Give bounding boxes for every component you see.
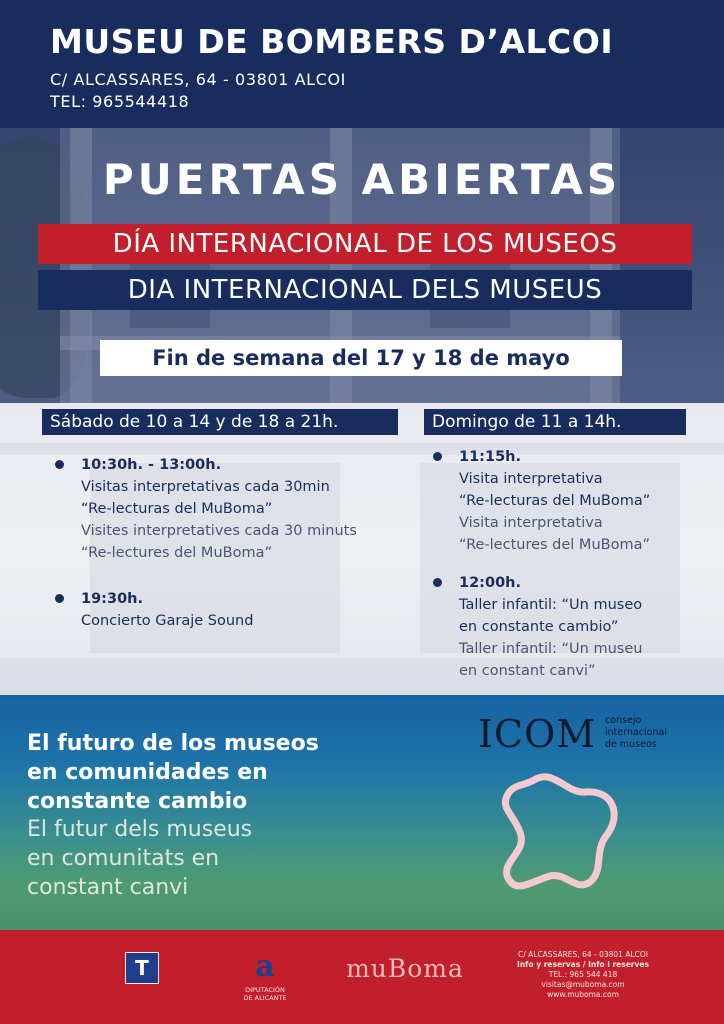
schedule-item-saturday-1 xyxy=(81,454,357,564)
bullet-dot-icon xyxy=(55,594,64,603)
claim-line: constante cambio xyxy=(27,789,248,814)
saturday-header: Sábado de 10 a 14 y de 18 a 21h. xyxy=(42,409,398,435)
sunday-header: Domingo de 11 a 14h. xyxy=(424,409,686,435)
item-line: Visitas interpretativas cada 30min xyxy=(81,479,330,495)
item-line: “Re-lectures del MuBoma” xyxy=(459,537,650,553)
icom-subtitle xyxy=(605,715,667,751)
schedule-item-saturday-2 xyxy=(81,588,253,632)
claim-line: en comunitats en xyxy=(27,846,220,871)
item-line: en constante cambio” xyxy=(459,619,619,635)
muboma-logo xyxy=(330,955,480,983)
footer-web[interactable]: www.muboma.com xyxy=(547,990,619,999)
item-line: “Re-lecturas del MuBoma” xyxy=(81,501,273,517)
claim-line: El futuro de los museos xyxy=(27,731,319,756)
item-line: “Re-lectures del MuBoma” xyxy=(81,545,272,561)
schedule-item-sunday-2 xyxy=(459,572,642,682)
diputacion-logo-text: DE ALICANTE xyxy=(243,994,287,1002)
claim-line: El futur dels museus xyxy=(27,817,253,842)
item-line: en constant canvi” xyxy=(459,663,596,679)
icom-subtitle-line: consejo xyxy=(605,715,642,726)
claim-line: constant canvi xyxy=(27,875,189,900)
item-line: Visites interpretatives cada 30 minuts xyxy=(81,523,357,539)
claim-line: en comunidades en xyxy=(27,760,268,785)
muboma-logo-icon: muBoma xyxy=(346,954,464,983)
item-time: 12:00h. xyxy=(459,575,521,591)
item-time: 10:30h. - 13:00h. xyxy=(81,457,222,473)
footer-phone: TEL.: 965 544 418 xyxy=(548,970,618,979)
icom-subtitle-line: internacional xyxy=(605,727,667,738)
icom-subtitle-line: de museos xyxy=(605,739,657,750)
item-time: 19:30h. xyxy=(81,591,143,607)
icom-wordmark: ICOM xyxy=(478,712,597,756)
footer-info-label: Info y reservas / Info i reserves xyxy=(517,960,649,969)
bullet-dot-icon xyxy=(433,578,442,587)
bullet-dot-icon xyxy=(433,452,442,461)
diputacion-logo-icon: a xyxy=(255,949,275,984)
claim-ca xyxy=(27,815,252,902)
item-line: Taller infantil: “Un museo xyxy=(459,597,643,613)
ayuntamiento-logo-icon: T xyxy=(125,952,159,984)
header xyxy=(0,0,724,128)
item-line: Visita interpretativa xyxy=(459,471,603,487)
item-line: Taller infantil: “Un museu xyxy=(459,641,643,657)
claim-es xyxy=(27,729,319,816)
item-line: Visita interpretativa xyxy=(459,515,603,531)
icom-blob-logo-icon xyxy=(494,766,624,896)
footer-address: C/ ALCASSARES, 64 - 03801 ALCOI xyxy=(517,950,649,959)
bullet-dot-icon xyxy=(55,460,64,469)
icom-logo xyxy=(478,712,688,756)
item-line: Concierto Garaje Sound xyxy=(81,613,254,629)
item-line: “Re-lecturas del MuBoma” xyxy=(459,493,651,509)
museum-phone: TEL: 965544418 xyxy=(50,92,190,111)
event-band-ca: DIA INTERNACIONAL DELS MUSEUS xyxy=(38,270,692,310)
item-time: 11:15h. xyxy=(459,449,521,465)
weekend-dates: Fin de semana del 17 y 18 de mayo xyxy=(100,340,622,376)
footer-email[interactable]: visitas@muboma.com xyxy=(541,980,625,989)
footer-contact xyxy=(498,950,668,1000)
schedule-item-sunday-1 xyxy=(459,446,650,556)
diputacion-logo-text: DIPUTACIÓN xyxy=(245,986,285,994)
headline: PUERTAS ABIERTAS xyxy=(102,155,622,204)
museum-address: C/ ALCASSARES, 64 - 03801 ALCOI xyxy=(50,70,346,89)
diputacion-logo xyxy=(240,950,290,1002)
ayuntamiento-logo xyxy=(72,952,212,990)
museum-title: MUSEU DE BOMBERS D’ALCOI xyxy=(50,22,614,61)
event-band-es: DÍA INTERNACIONAL DE LOS MUSEOS xyxy=(38,224,692,264)
